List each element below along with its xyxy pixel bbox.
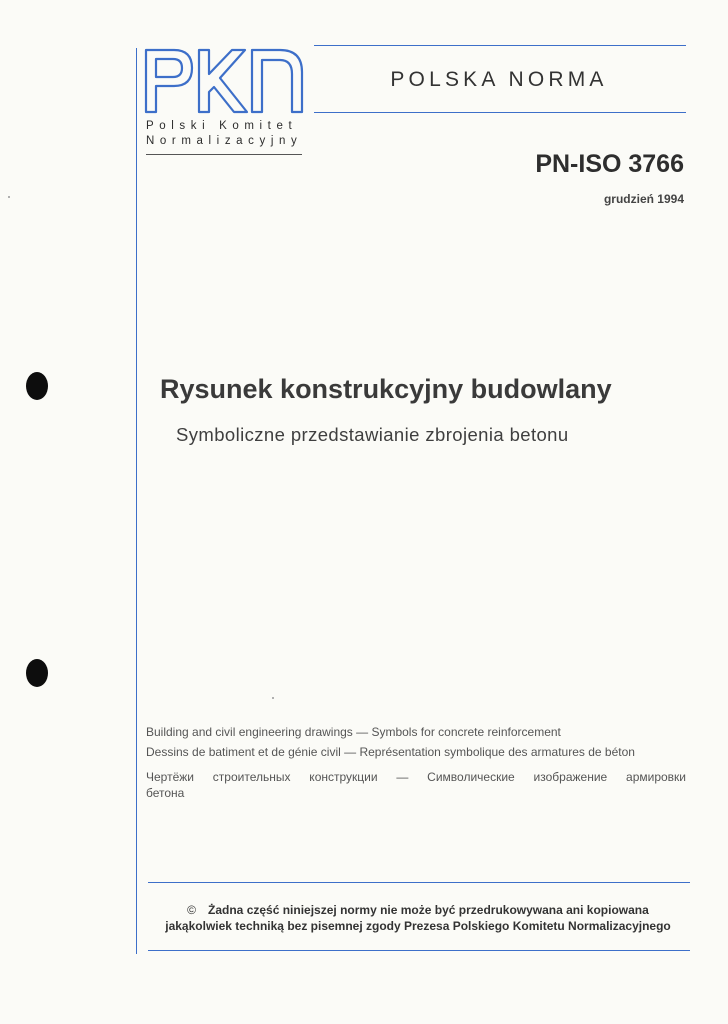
title-french: Dessins de batiment et de génie civil — Représentation symbolique des armatures de béton: [146, 745, 635, 759]
copyright-top-rule: [148, 882, 690, 883]
copyright-symbol: ©: [187, 903, 197, 917]
copyright-bottom-rule: [148, 950, 690, 951]
standard-number: PN-ISO 3766: [535, 150, 684, 178]
title-russian-line2: бетона: [146, 786, 185, 800]
punch-hole-upper: [26, 372, 48, 400]
header-top-rule: [314, 45, 686, 46]
copyright-line2: jakąkolwiek techniką bez pisemnej zgody Prezesa Polskiego Komitetu Normalizacyjnego: [165, 919, 671, 933]
norm-label: POLSKA NORMA: [390, 68, 608, 91]
copyright-line1: [148, 902, 688, 918]
copyright-text-line1: Żadna część niniejszej normy nie może być przedrukowywana ani kopiowana: [208, 903, 649, 917]
document-title: Rysunek konstrukcyjny budowlany: [160, 374, 612, 404]
document-subtitle: Symboliczne przedstawianie zbrojenia betonu: [176, 424, 569, 445]
punch-hole-lower: [26, 659, 48, 687]
publisher-name-line2: Normalizacyjny: [146, 135, 303, 147]
speck: [8, 196, 10, 198]
margin-line: [136, 48, 137, 954]
publication-date: grudzień 1994: [603, 192, 684, 206]
pkn-logo: [144, 46, 304, 114]
speck: [272, 697, 274, 699]
copyright-notice: [148, 902, 688, 934]
title-russian-line1: Чертёжи строительных конструкции — Символические изображение армировки: [146, 770, 686, 784]
logo-divider: [146, 154, 302, 155]
publisher-name-line1: Polski Komitet: [146, 120, 298, 132]
header-bottom-rule: [314, 112, 686, 113]
title-english: Building and civil engineering drawings — Symbols for concrete reinforcement: [146, 725, 561, 739]
